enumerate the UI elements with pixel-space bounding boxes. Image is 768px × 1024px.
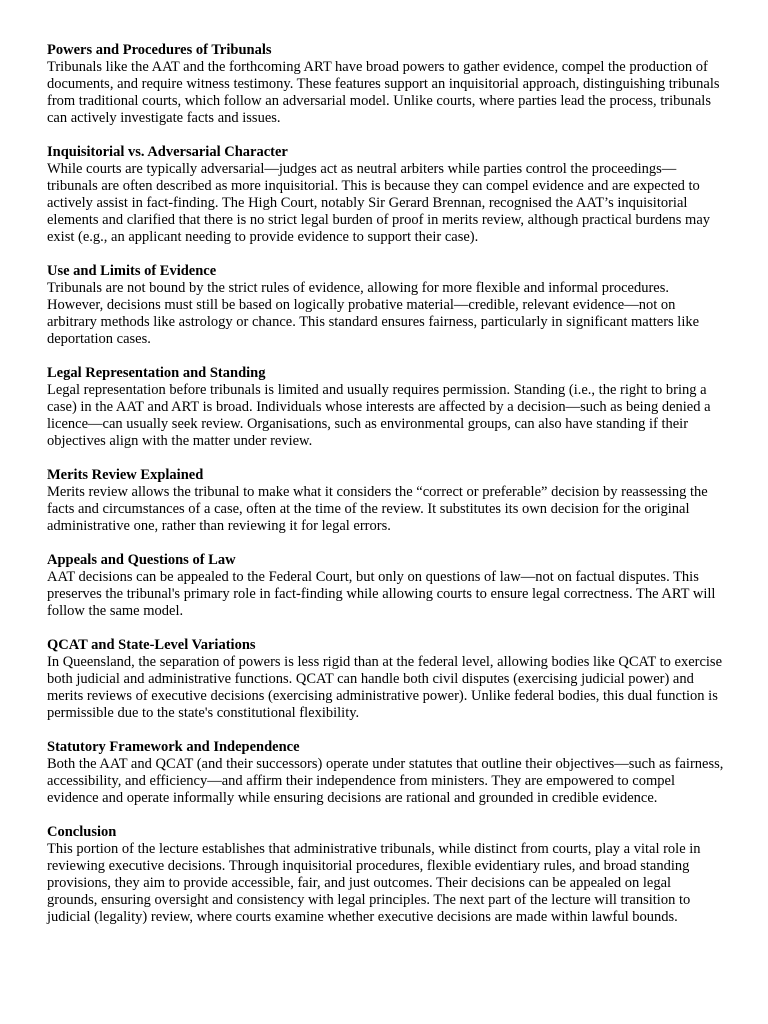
section-conclusion — [47, 824, 724, 926]
section-heading: Appeals and Questions of Law — [47, 552, 236, 568]
section-heading: QCAT and State-Level Variations — [47, 637, 256, 653]
section-body: Tribunals are not bound by the strict rules of evidence, allowing for more flexible and informal procedures. However, decisions must still be based on logically probative material—credible, relevant evidence—not on arbitrary methods like astrology or chance. This standard ensures fairness, particularly in significant matters like deportation cases. — [47, 280, 700, 347]
section-evidence — [47, 263, 724, 348]
section-statutory-framework — [47, 739, 724, 807]
section-heading: Conclusion — [47, 824, 117, 840]
section-heading: Statutory Framework and Independence — [47, 739, 300, 755]
section-body: Merits review allows the tribunal to make what it considers the “correct or preferable” decision by reassessing the facts and circumstances of a case, often at the time of the review. It substitutes its own decision for the original administrative one, rather than reviewing it for legal errors. — [47, 484, 708, 534]
section-heading: Legal Representation and Standing — [47, 365, 266, 381]
section-representation-standing — [47, 365, 724, 450]
section-body: Both the AAT and QCAT (and their successors) operate under statutes that outline their objectives—such as fairness, accessibility, and efficiency—and affirm their independence from ministers. They are empowered to compel evidence and operate informally while ensuring decisions are rational and grounded in credible evidence. — [47, 756, 724, 806]
section-merits-review — [47, 467, 724, 535]
section-qcat — [47, 637, 724, 722]
section-heading: Inquisitorial vs. Adversarial Character — [47, 144, 288, 160]
section-body: Tribunals like the AAT and the forthcoming ART have broad powers to gather evidence, compel the production of documents, and require witness testimony. These features support an inquisitorial approach, distinguishing tribunals from traditional courts, which follow an adversarial model. Unlike courts, where parties lead the process, tribunals can actively investigate facts and issues. — [47, 59, 720, 126]
section-body: While courts are typically adversarial—judges act as neutral arbiters while parties control the proceedings—tribunals are often described as more inquisitorial. This is because they can compel evidence and are expected to actively assist in fact-finding. The High Court, notably Sir Gerard Brennan, recognised the AAT’s inquisitorial elements and clarified that there is no strict legal burden of proof in merits review, although practical burdens may exist (e.g., an applicant needing to provide evidence to support their case). — [47, 161, 711, 245]
section-body: In Queensland, the separation of powers is less rigid than at the federal level, allowing bodies like QCAT to exercise both judicial and administrative functions. QCAT can handle both civil disputes (exercising judicial power) and merits reviews of executive decisions (exercising administrative power). Unlike federal bodies, this dual function is permissible due to the state's constitutional flexibility. — [47, 654, 723, 721]
section-body: Legal representation before tribunals is limited and usually requires permission. Standing (i.e., the right to bring a case) in the AAT and ART is broad. Individuals whose interests are affected by a decision—such as being denied a licence—can usually seek review. Organisations, such as environmental groups, can also have standing if their objectives align with the matter under review. — [47, 382, 711, 449]
section-powers-procedures — [47, 42, 724, 127]
section-appeals — [47, 552, 724, 620]
section-heading: Use and Limits of Evidence — [47, 263, 217, 279]
section-inquisitorial-adversarial — [47, 144, 724, 246]
section-heading: Powers and Procedures of Tribunals — [47, 42, 272, 58]
section-heading: Merits Review Explained — [47, 467, 204, 483]
section-body: AAT decisions can be appealed to the Federal Court, but only on questions of law—not on factual disputes. This preserves the tribunal's primary role in fact-finding while allowing courts to ensure legal correctness. The ART will follow the same model. — [47, 569, 716, 619]
section-body: This portion of the lecture establishes that administrative tribunals, while distinct from courts, play a vital role in reviewing executive decisions. Through inquisitorial procedures, flexible evidentiary rules, and broad standing provisions, they aim to provide accessible, fair, and just outcomes. Their decisions can be appealed on legal grounds, ensuring oversight and consistency with legal principles. The next part of the lecture will transition to judicial (legality) review, where courts examine whether executive decisions are made within lawful bounds. — [47, 841, 701, 925]
